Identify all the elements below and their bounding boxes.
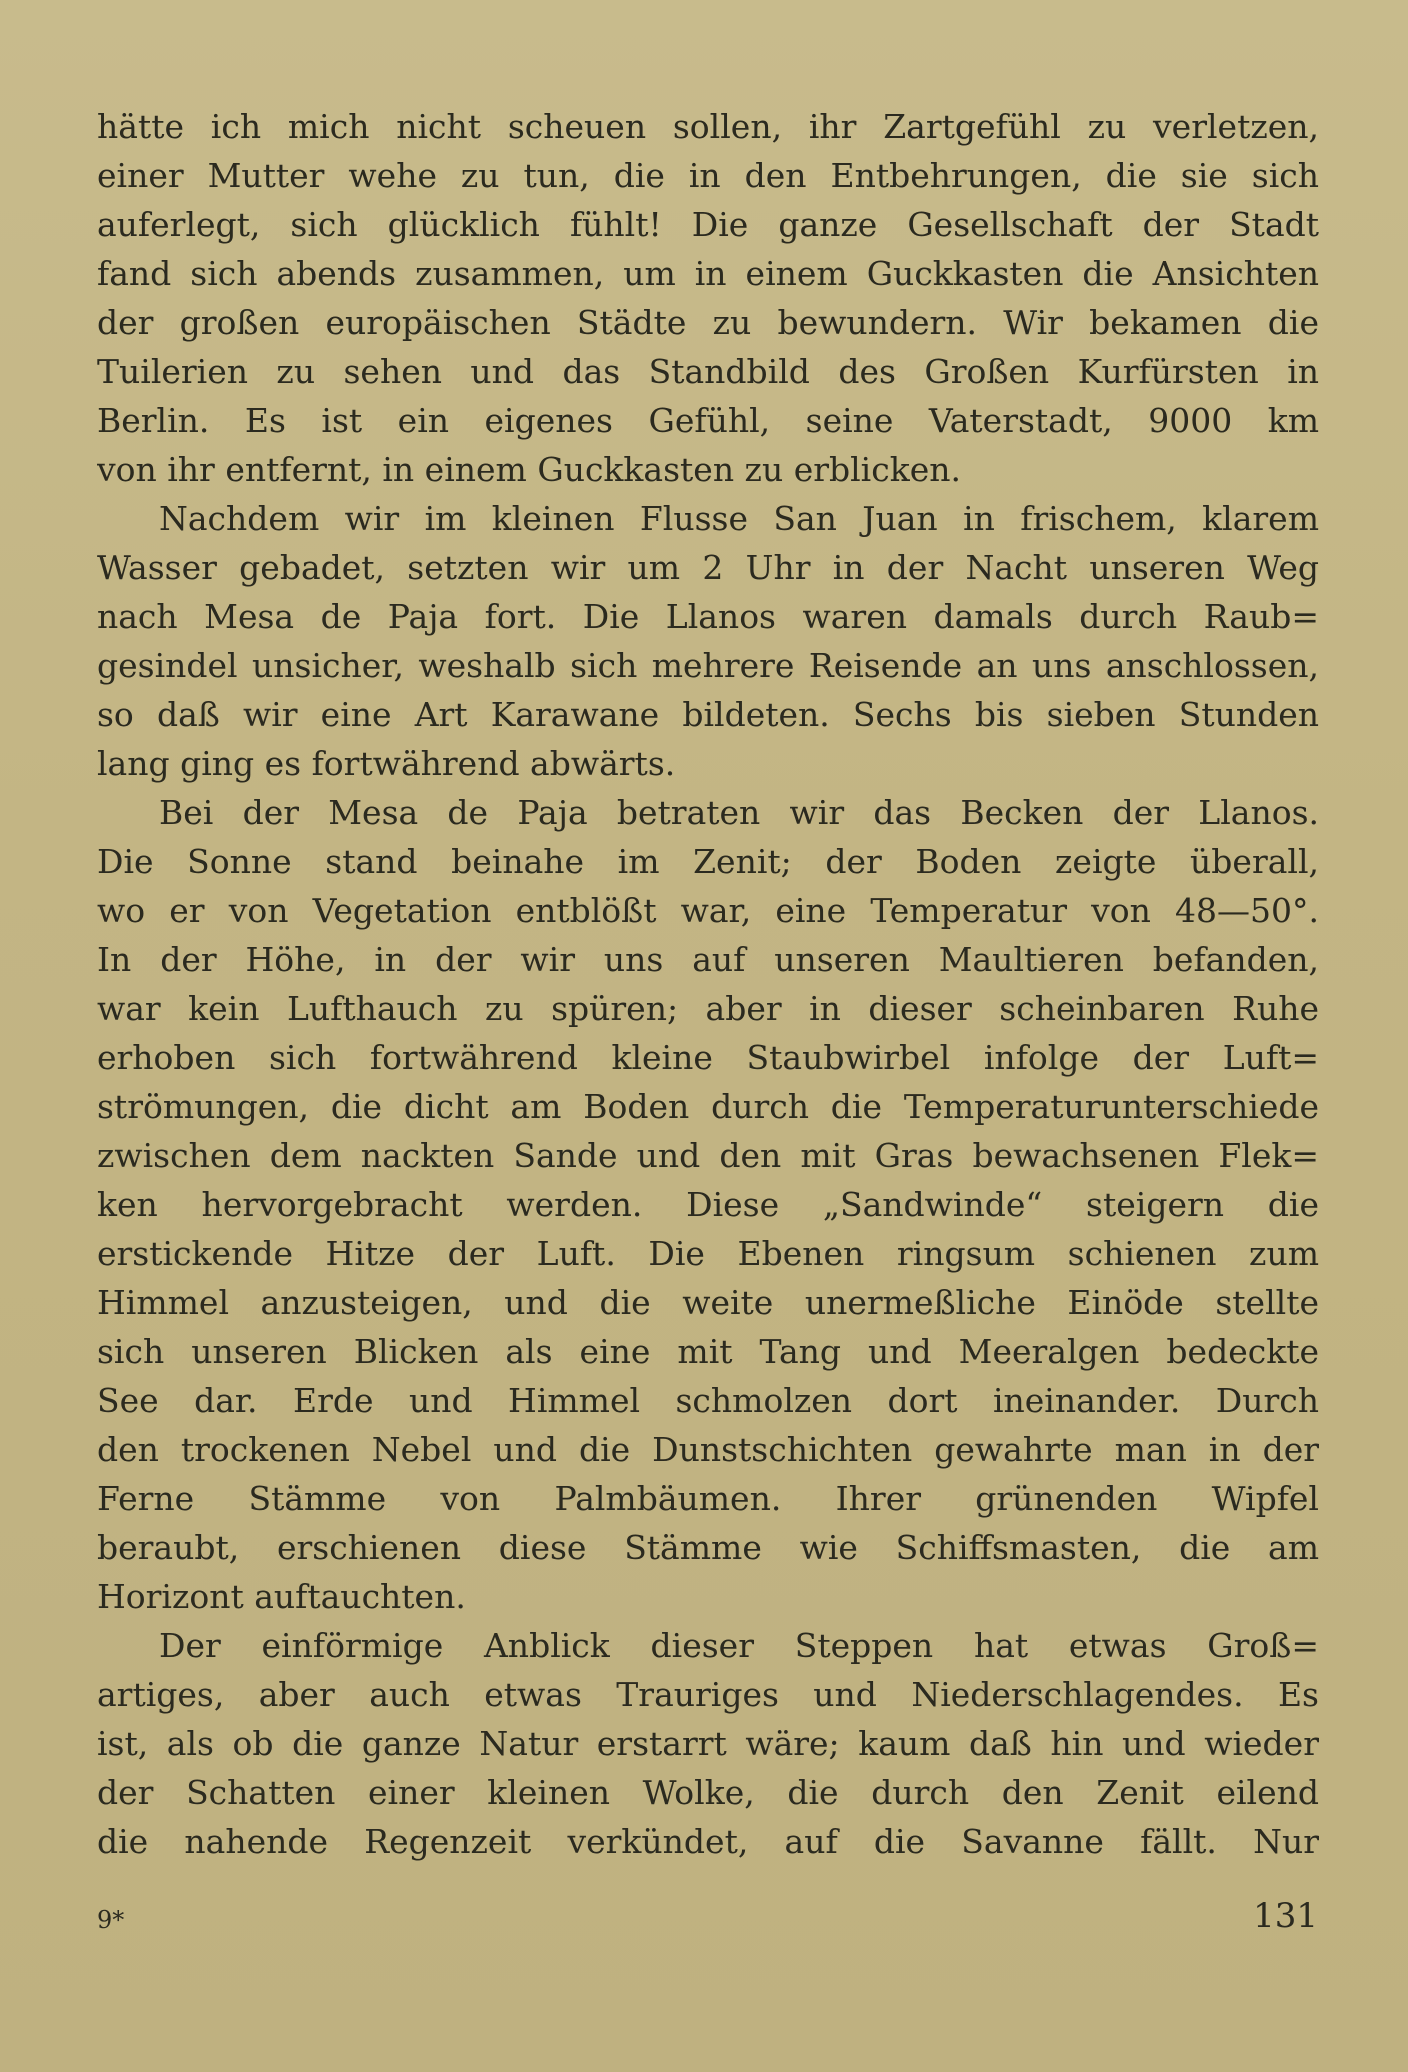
text-line: Wasser gebadet, setzten wir um 2 Uhr in der Nacht unseren Weg xyxy=(97,548,1319,587)
text-line: so daß wir eine Art Karawane bildeten. Sechs bis sieben Stunden xyxy=(97,695,1319,734)
text-line: lang ging es fortwährend abwärts. xyxy=(97,744,676,783)
printer-signature-mark: 9* xyxy=(97,1906,125,1934)
text-line: Berlin. Es ist ein eigenes Gefühl, seine Vaterstadt, 9000 km xyxy=(97,401,1319,440)
body-text xyxy=(97,102,1319,1866)
text-line: zwischen dem nackten Sande und den mit Gras bewachsenen Flek= xyxy=(97,1136,1319,1175)
page-number: 131 xyxy=(1253,1896,1318,1936)
text-line: sich unseren Blicken als eine mit Tang und Meeralgen bedeckte xyxy=(97,1332,1319,1371)
text-line: den trockenen Nebel und die Dunstschichten gewahrte man in der xyxy=(97,1430,1319,1469)
text-line: Der einförmige Anblick dieser Steppen hat etwas Groß= xyxy=(159,1626,1319,1665)
paragraph xyxy=(97,1621,1319,1866)
text-line: hätte ich mich nicht scheuen sollen, ihr Zartgefühl zu verletzen, xyxy=(97,107,1319,146)
text-line: ken hervorgebracht werden. Diese „Sandwinde“ steigern die xyxy=(97,1185,1319,1224)
paragraph xyxy=(97,494,1319,788)
text-line: Nachdem wir im kleinen Flusse San Juan in frischem, klarem xyxy=(159,499,1319,538)
text-line: die nahende Regenzeit verkündet, auf die Savanne fällt. Nur xyxy=(97,1822,1319,1861)
text-line: gesindel unsicher, weshalb sich mehrere Reisende an uns anschlossen, xyxy=(97,646,1319,685)
text-line: war kein Lufthauch zu spüren; aber in dieser scheinbaren Ruhe xyxy=(97,989,1319,1028)
text-line: In der Höhe, in der wir uns auf unseren Maultieren befanden, xyxy=(97,940,1319,979)
text-line: nach Mesa de Paja fort. Die Llanos waren damals durch Raub= xyxy=(97,597,1319,636)
text-line: strömungen, die dicht am Boden durch die Temperaturunterschiede xyxy=(97,1087,1319,1126)
text-line: auferlegt, sich glücklich fühlt! Die ganze Gesellschaft der Stadt xyxy=(97,205,1319,244)
text-line: artiges, aber auch etwas Trauriges und Niederschlagendes. Es xyxy=(97,1675,1319,1714)
text-line: Himmel anzusteigen, und die weite unermeßliche Einöde stellte xyxy=(97,1283,1319,1322)
paragraph xyxy=(97,102,1319,494)
text-line: der Schatten einer kleinen Wolke, die durch den Zenit eilend xyxy=(97,1773,1319,1812)
text-line: von ihr entfernt, in einem Guckkasten zu erblicken. xyxy=(97,450,961,489)
text-line: Horizont auftauchten. xyxy=(97,1577,466,1616)
text-line: Bei der Mesa de Paja betraten wir das Becken der Llanos. xyxy=(159,793,1319,832)
text-line: Tuilerien zu sehen und das Standbild des Großen Kurfürsten in xyxy=(97,352,1319,391)
text-line: Ferne Stämme von Palmbäumen. Ihrer grünenden Wipfel xyxy=(97,1479,1319,1518)
paragraph xyxy=(97,788,1319,1621)
text-line: wo er von Vegetation entblößt war, eine Temperatur von 48—50°. xyxy=(97,891,1319,930)
text-line: der großen europäischen Städte zu bewundern. Wir bekamen die xyxy=(97,303,1319,342)
text-line: beraubt, erschienen diese Stämme wie Schiffsmasten, die am xyxy=(97,1528,1319,1567)
text-line: Die Sonne stand beinahe im Zenit; der Boden zeigte überall, xyxy=(97,842,1319,881)
text-line: erhoben sich fortwährend kleine Staubwirbel infolge der Luft= xyxy=(97,1038,1319,1077)
text-line: einer Mutter wehe zu tun, die in den Entbehrungen, die sie sich xyxy=(97,156,1319,195)
text-line: erstickende Hitze der Luft. Die Ebenen ringsum schienen zum xyxy=(97,1234,1319,1273)
text-line: fand sich abends zusammen, um in einem Guckkasten die Ansichten xyxy=(97,254,1319,293)
text-line: ist, als ob die ganze Natur erstarrt wäre; kaum daß hin und wieder xyxy=(97,1724,1319,1763)
text-line: See dar. Erde und Himmel schmolzen dort ineinander. Durch xyxy=(97,1381,1319,1420)
